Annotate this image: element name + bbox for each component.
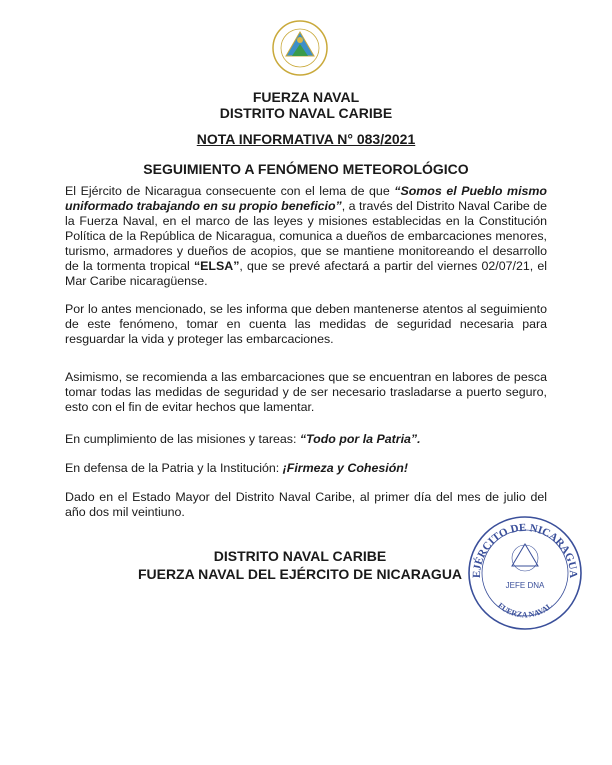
header-distrito: DISTRITO NAVAL CARIBE: [219, 105, 393, 121]
p1-text: El Ejército de Nicaragua consecuente con el lema de que: [65, 184, 395, 198]
nicaragua-emblem-icon: [270, 18, 330, 78]
paragraph-1: [65, 184, 547, 289]
paragraph-5: [65, 461, 547, 476]
p4-text: En cumplimiento de las misiones y tareas:: [65, 432, 300, 446]
paragraph-3: Asimismo, se recomienda a las embarcaciones que se encuentran en labores de pesca tomar todas las medidas de seguridad y de ser necesario trasladarse a puerto seguro, esto con el fin de evitar hechos que lamentar.: [65, 370, 547, 414]
signature-line-2: FUERZA NAVAL DEL EJÉRCITO DE NICARAGUA: [137, 566, 463, 582]
p1-text-2: , a través del Distrito Naval Caribe de la Fuerza Naval, en el marco de las leyes y misiones establecidas en la Constitución Política de la República de Nicaragua, comunica a dueños de embarcaciones menores, turismo, armadores y dueños de acopios, que se mantiene monitoreando el desarrollo de la tormenta tropical: [65, 199, 547, 273]
svg-text:FUERZA NAVAL: [496, 601, 554, 619]
signature-line-1: DISTRITO NAVAL CARIBE: [213, 548, 387, 564]
stamp-bottom-text: FUERZA NAVAL: [495, 600, 555, 620]
header-fuerza-naval: FUERZA NAVAL: [252, 89, 360, 105]
storm-name: “ELSA”: [193, 259, 240, 273]
p5-text: En defensa de la Patria y la Institución:: [65, 461, 283, 475]
note-subject: SEGUIMIENTO A FENÓMENO METEOROLÓGICO: [143, 161, 469, 177]
svg-text:EJÉRCITO DE NICARAGUA: [471, 522, 579, 578]
army-motto: “Somos el Pueblo mismo uniformado trabajando en su propio beneficio”: [65, 184, 547, 213]
p1-text-3: , que se prevé afectará a partir del viernes 02/07/21, el Mar Caribe nicaragüense.: [65, 259, 547, 288]
official-stamp-icon: [466, 514, 584, 632]
paragraph-2: Por lo antes mencionado, se les informa que deben mantenerse atentos al seguimiento de este fenómeno, tomar en cuenta las medidas de seguridad necesaria para resguardar la vida y proteger las embarcaciones.: [65, 302, 547, 346]
stamp-top-text: EJÉRCITO DE NICARAGUA: [470, 521, 580, 579]
paragraph-6: Dado en el Estado Mayor del Distrito Naval Caribe, al primer día del mes de julio del año dos mil veintiuno.: [65, 490, 547, 519]
paragraph-4: [65, 432, 547, 447]
p4-motto: “Todo por la Patria”.: [299, 432, 421, 446]
note-number: NOTA INFORMATIVA N° 083/2021: [196, 131, 416, 147]
p5-motto: ¡Firmeza y Cohesión!: [282, 461, 408, 475]
stamp-middle-text: JEFE DNA: [505, 581, 545, 590]
